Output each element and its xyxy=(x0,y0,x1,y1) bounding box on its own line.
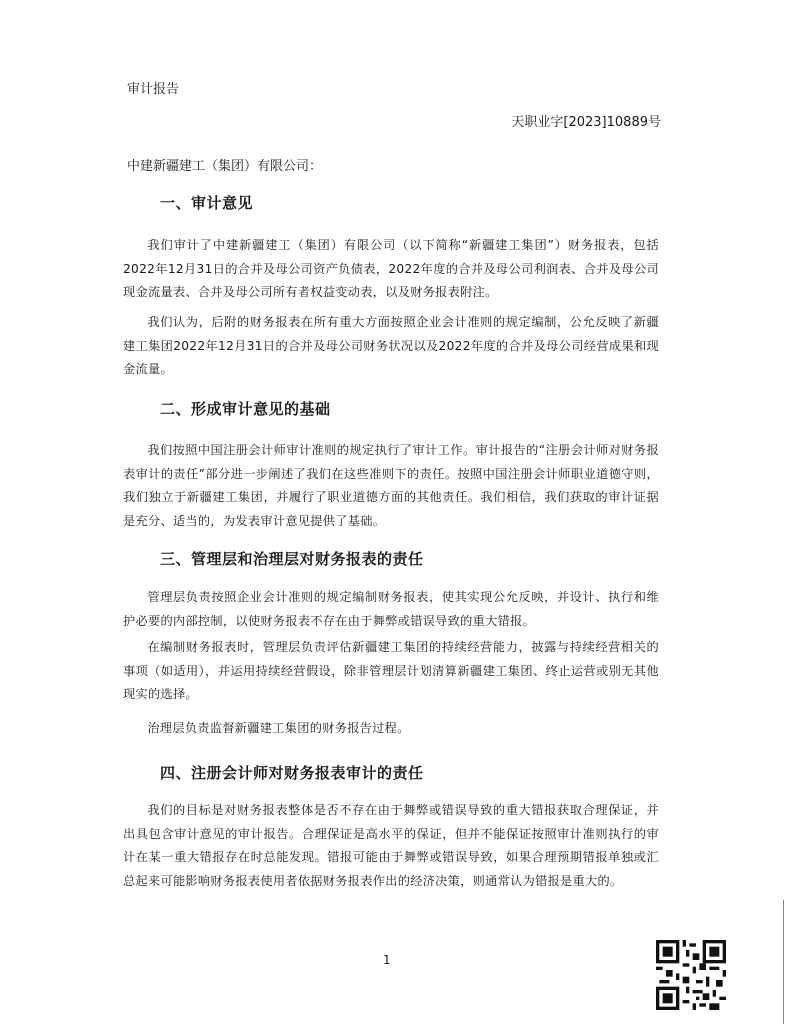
page-number: 1 xyxy=(383,953,391,967)
section-heading-basis-of-opinion: 二、形成审计意见的基础 xyxy=(160,400,331,418)
paragraph: 管理层负责按照企业会计准则的规定编制财务报表，使其实现公允反映，并设计、执行和维护必要的内部控制，以使财务报表不存在由于舞弊或错误导致的重大错报。 xyxy=(123,590,659,628)
paragraph: 在编制财务报表时，管理层负责评估新疆建工集团的持续经营能力，披露与持续经营相关的事项（如适用），并运用持续经营假设，除非管理层计划清算新疆建工集团、终止运营或别无其他现实的选择。 xyxy=(123,640,659,701)
paragraph: 治理层负责监督新疆建工集团的财务报告过程。 xyxy=(147,721,410,735)
document-number: 天职业字[2023]10889号 xyxy=(511,115,661,130)
report-header: 审计报告 xyxy=(127,82,180,97)
paragraph: 我们按照中国注册会计师审计准则的规定执行了审计工作。审计报告的“注册会计师对财务报表审计的责任”部分进一步阐述了我们在这些准则下的责任。按照中国注册会计师职业道德守则，我们独立于新疆建工集团，并履行了职业道德方面的其他责任。我们相信，我们获取的审计证据是充分、适当的，为发表审计意见提供了基础。 xyxy=(123,443,659,528)
paragraph: 我们审计了中建新疆建工（集团）有限公司（以下简称“新疆建工集团”）财务报表，包括2022年12月31日的合并及母公司资产负债表，2022年度的合并及母公司利润表、合并及母公司现金流量表、合并及母公司所有者权益变动表，以及财务报表附注。 xyxy=(123,238,659,299)
paragraph: 我们认为，后附的财务报表在所有重大方面按照企业会计准则的规定编制，公允反映了新疆建工集团2022年12月31日的合并及母公司财务状况以及2022年度的合并及母公司经营成果和现金流量。 xyxy=(123,315,659,376)
section-heading-audit-opinion: 一、审计意见 xyxy=(160,194,254,212)
section-heading-auditor-responsibility: 四、注册会计师对财务报表审计的责任 xyxy=(160,764,424,782)
qr-code-icon xyxy=(656,940,726,1010)
page-edge-line xyxy=(783,900,784,1024)
section-heading-management-responsibility: 三、管理层和治理层对财务报表的责任 xyxy=(160,550,424,568)
paragraph: 我们的目标是对财务报表整体是否不存在由于舞弊或错误导致的重大错报获取合理保证，并出具包含审计意见的审计报告。合理保证是高水平的保证，但并不能保证按照审计准则执行的审计在某一重大错报存在时总能发现。错报可能由于舞弊或错误导致，如果合理预期错报单独或汇总起来可能影响财务报表使用者依据财务报表作出的经济决策，则通常认为错报是重大的。 xyxy=(123,803,659,888)
addressee: 中建新疆建工（集团）有限公司： xyxy=(127,159,323,174)
